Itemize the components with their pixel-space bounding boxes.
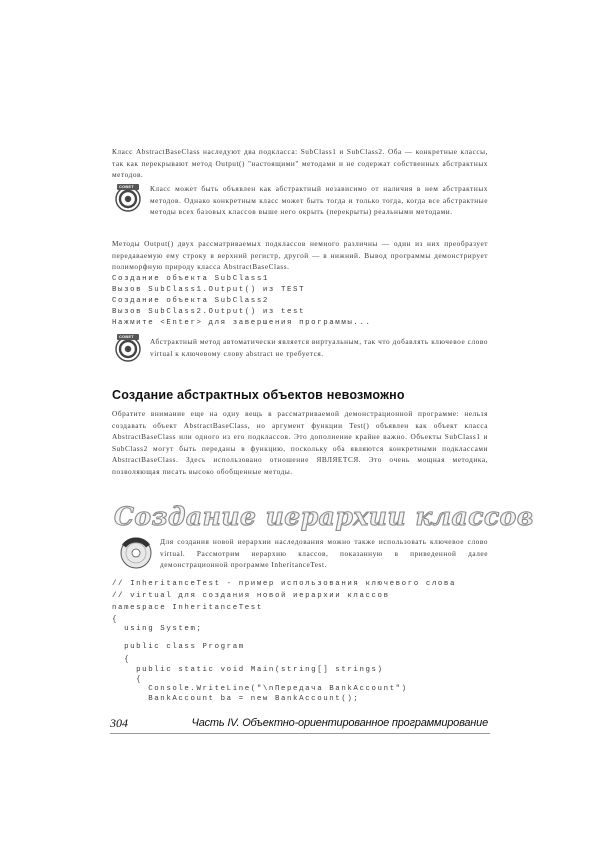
tip-virtual-text: Абстрактный метод автоматически является виртуальным, так что добавлять ключевое слово virtual к ключевому слову abstract не требуется. <box>150 337 488 358</box>
code-line: { <box>112 656 131 664</box>
companion-cd-icon <box>116 532 156 570</box>
chapter-heading: Создание иерархии классов <box>114 502 534 531</box>
paragraph-output-methods: Методы Output() двух рассматриваемых подклассов немного различны — один из них преобразует передаваемую ему строку в верхний регистр, другой — в нижний. Вывод программы демонстрирует полиморфную природу класса AbstractBaseClass. <box>112 239 488 271</box>
tip-badge-label: СОВЕТ <box>119 184 134 189</box>
paragraph-abstract-objects: Обратите внимание еще на одну вещь в рассматриваемой демонстрационной программе: нельзя создавать объект AbstractBaseClass, но аргумент функции Test() объявлен как объект класса AbstractBaseClass или одного из его подклассов. Это дополнение крайне важно. Объекты SubClass1 и SubClass2 могут быть переданы в функцию, поскольку оба являются конкретными подклассами AbstractBaseClass. Здесь использовано отношение ЯВЛЯЕТСЯ. Это очень мощная методика, позволяющая писать высоко обобщенные методы. <box>112 409 488 476</box>
output-line: Создание объекта SubClass2 <box>112 297 269 305</box>
tip-badge-label: СОВЕТ <box>119 334 134 339</box>
section-heading: Создание абстрактных объектов невозможно <box>112 388 405 402</box>
output-line: Вызов SubClass1.Output() из TEST <box>112 286 306 294</box>
output-line: Вызов SubClass2.Output() из test <box>112 308 306 316</box>
cd-note-text: Для создания новой иерархии наследования можно также использовать ключевое слово virtual. Рассмотрим иерархию классов, показанную в приведенной далее демонстрационной программе InheritanceTest. <box>160 537 488 569</box>
code-line: Console.WriteLine("\nПередача BankAccount") <box>112 685 408 693</box>
code-line: BankAccount ba = new BankAccount(); <box>112 695 360 703</box>
code-line: // InheritanceTest - пример использования ключевого слова <box>112 580 457 588</box>
code-line: namespace InheritanceTest <box>112 604 263 612</box>
code-line: { <box>112 616 119 624</box>
code-line: public static void Main(string[] strings) <box>112 666 384 674</box>
output-line: Нажмите <Enter> для завершения программы... <box>112 319 372 327</box>
tip-abstract-class-text: Класс может быть объявлен как абстрактный независимо от наличия в нем абстрактных методов. Однако конкретным класс может быть тогда и только тогда, когда все абстрактные методы всех базовых классов выше него окрыть (перекрыты) реальными методами. <box>150 184 488 216</box>
output-line: Создание объекта SubClass1 <box>112 275 269 283</box>
running-footer-title: Часть IV. Объектно-ориентированное программирование <box>191 717 488 729</box>
code-line: // virtual для создания новой иерархии классов <box>112 592 390 600</box>
code-line: using System; <box>112 625 203 633</box>
code-line: { <box>112 676 143 684</box>
page-number: 304 <box>110 716 128 730</box>
code-line: public class Program <box>112 643 245 651</box>
paragraph-subclasses: Класс AbstractBaseClass наследуют два подкласса: SubClass1 и SubClass2. Оба — конкретные классы, так как перекрывают метод Output() "настоящими" методами и не содержат собственных абстрактных методов. <box>112 147 488 179</box>
cd-badge-label: НА ПРИЛАГАЕМОМ ДИСКЕ <box>121 533 164 537</box>
footer-rule <box>110 733 490 734</box>
